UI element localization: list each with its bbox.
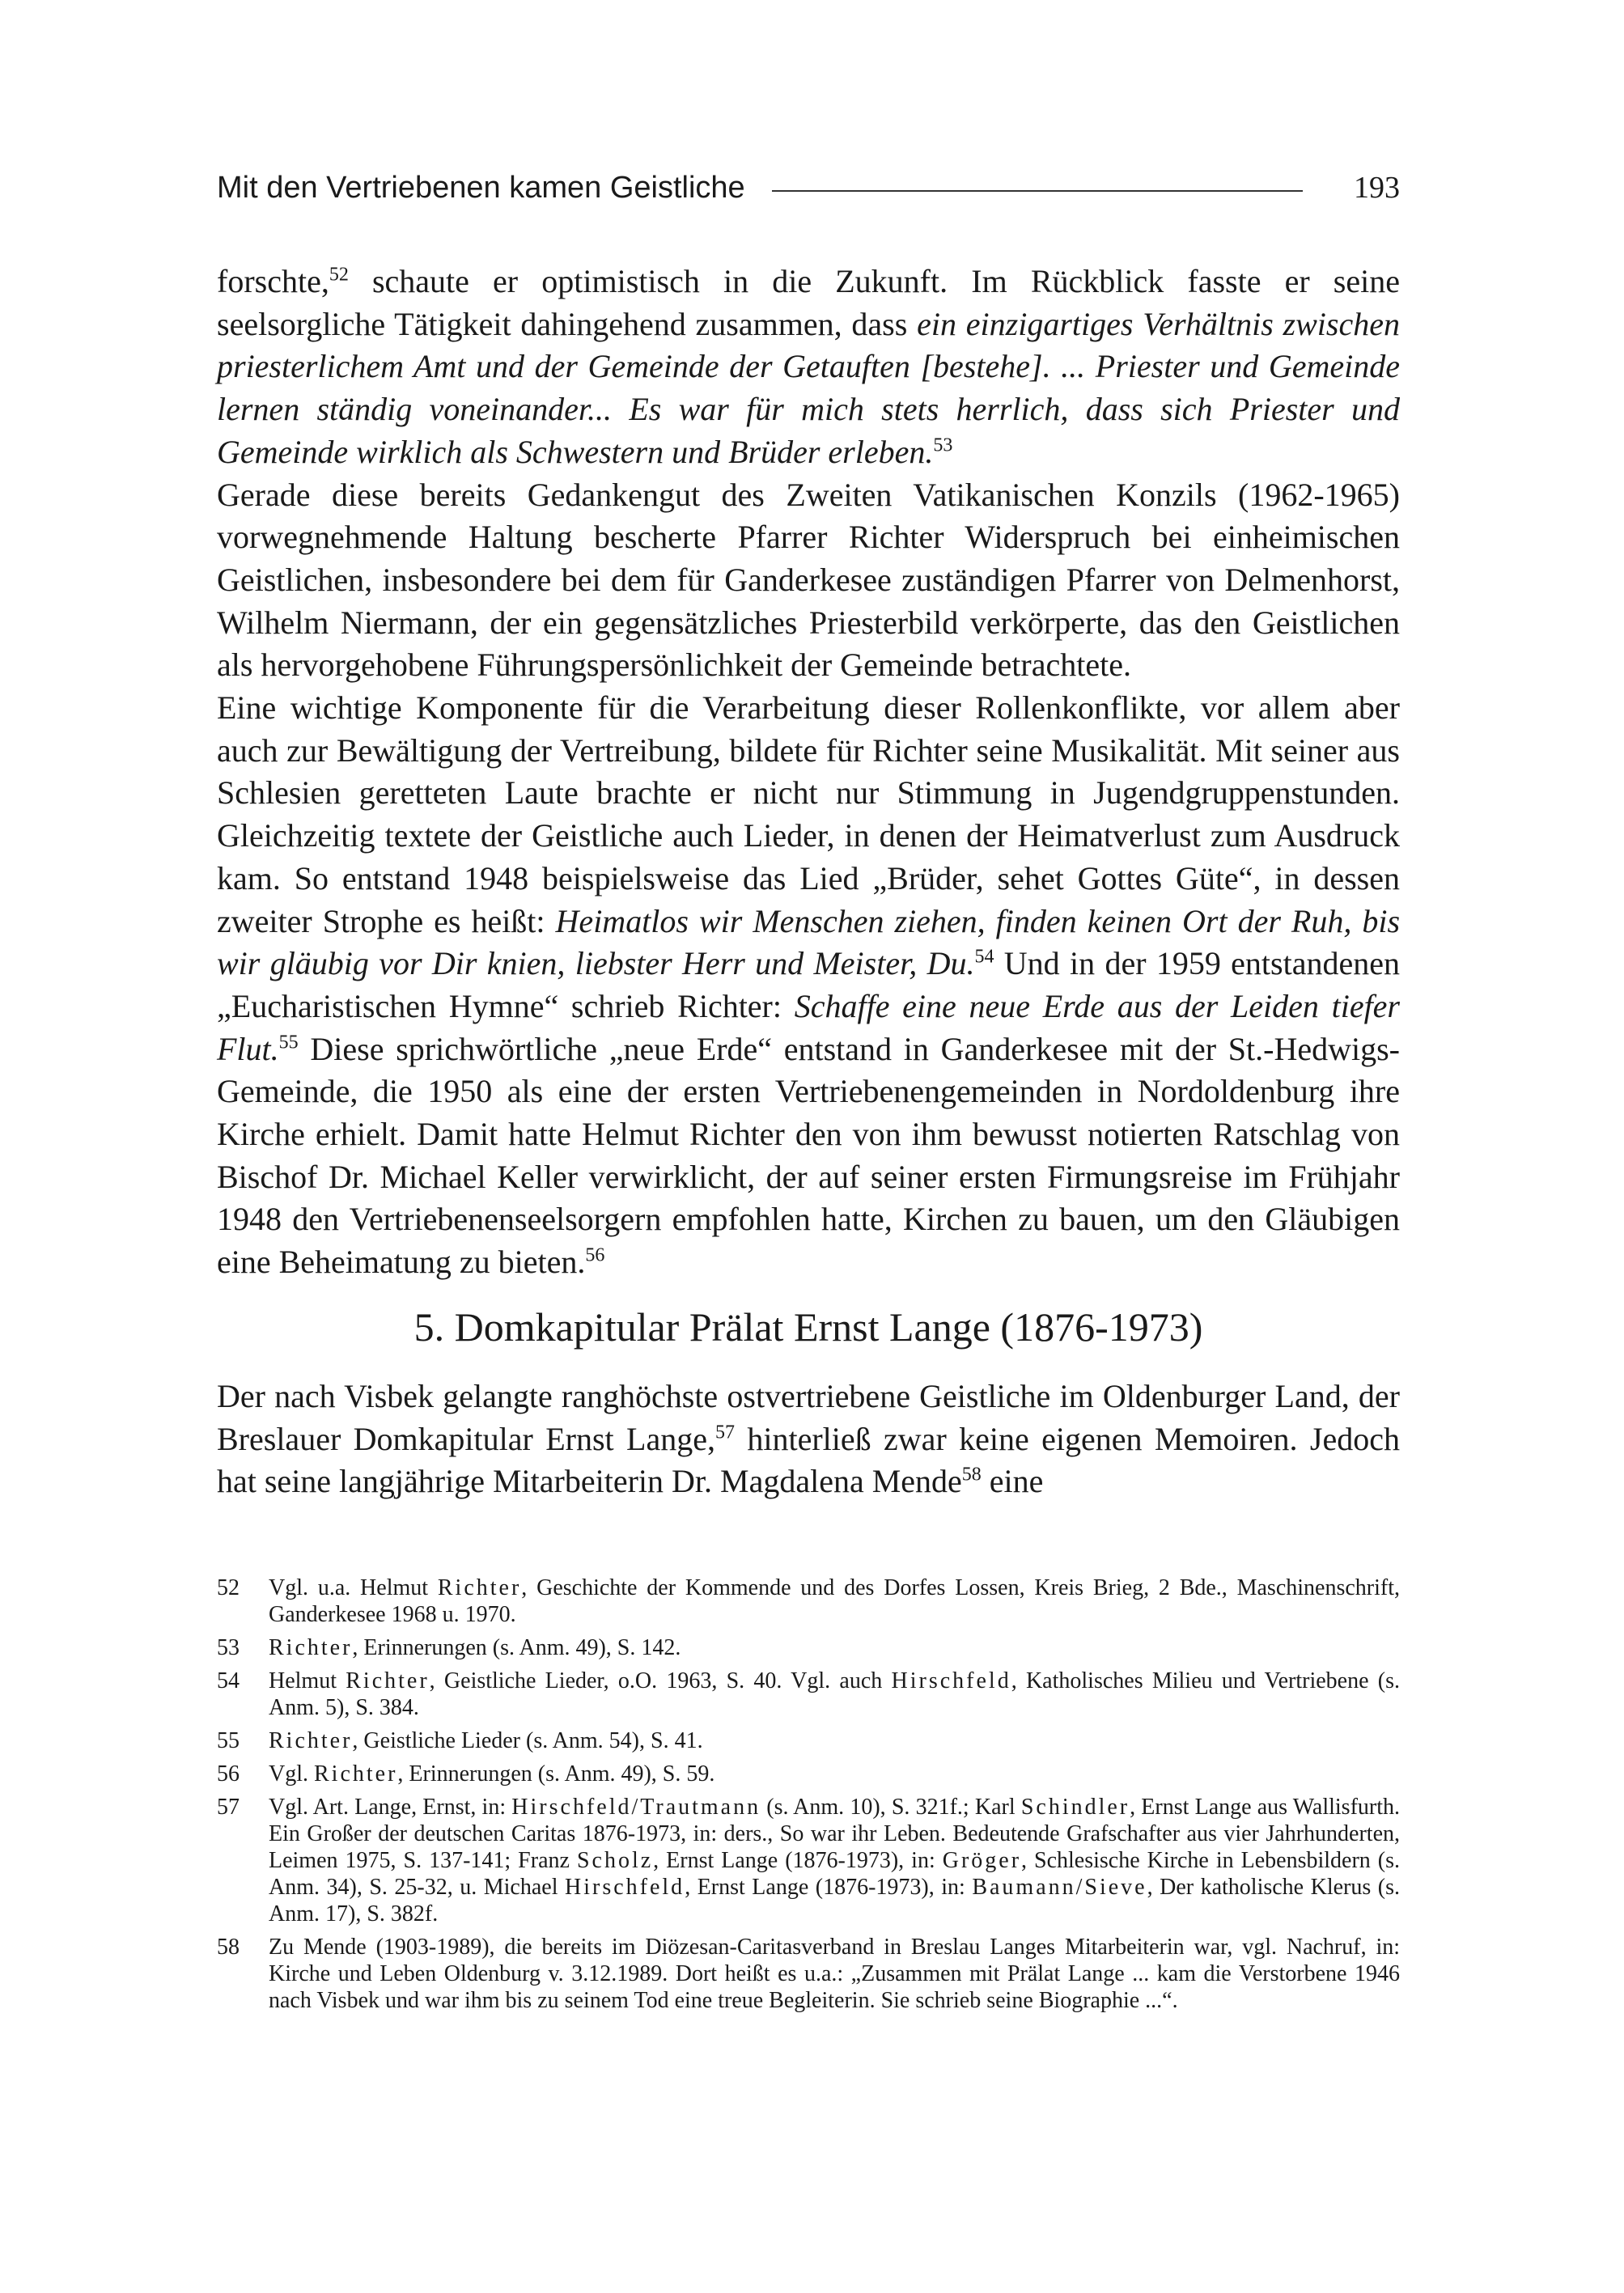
- header-rule: [772, 190, 1303, 192]
- text-run: , Schlesische Kirche in Lebensbildern (s. Anm. 34), S. 25-32, u. Michael: [269, 1848, 1400, 1900]
- footnote-text: [269, 1668, 1400, 1721]
- author-name: Gröger: [942, 1848, 1022, 1873]
- quote-italic: Heimatlos wir Menschen ziehen, finden keinen Ort der Ruh, bis wir gläubig vor Dir knien, liebster Herr und Meister, Du.: [217, 902, 1401, 982]
- footnote-text: Zu Mende (1903-1989), die bereits im Diözesan-Caritasverband in Breslau Langes Mitarbeiterin war, vgl. Nachruf, in: Kirche und Leben Oldenburg v. 3.12.1989. Dort heißt es u.a.: „Zusammen mit Prälat Lange ... kam die Verstorbene 1946 nach Visbek und war ihm bis zu seinem Tod eine treue Begleiterin. Sie schrieb seine Biographie ...“.: [269, 1935, 1400, 2013]
- author-name: Scholz: [576, 1848, 654, 1873]
- footnote-ref-55[interactable]: 55: [278, 1032, 299, 1053]
- paragraph: [217, 1375, 1400, 1503]
- footnote-55: [217, 1727, 1400, 1754]
- text-run: Der nach Visbek gelangte ranghöchste ostvertriebene Geistliche im Oldenburger Land, der Breslauer Domkapitular Ernst Lange,: [217, 1378, 1400, 1457]
- text-run: , Geistliche Lieder, o.O. 1963, S. 40. Vgl. auch: [429, 1668, 892, 1693]
- text-run: forschte,: [217, 263, 329, 299]
- footnote-text: [269, 1761, 1400, 1787]
- text-run: Und in der 1959 entstandenen „Eucharistischen Hymne“ schrieb Richter:: [217, 945, 1400, 1024]
- footnote-number: 53: [217, 1635, 240, 1660]
- author-name: Baumann/Sieve: [972, 1875, 1147, 1900]
- text-run: hinterließ zwar keine eigenen Memoiren. Jedoch hat seine langjährige Mitarbeiterin Dr. Magdalena Mende: [217, 1420, 1401, 1500]
- footnote-text: [269, 1794, 1400, 1927]
- footnote-number: 58: [217, 1935, 240, 1960]
- author-name: Richter: [346, 1668, 430, 1693]
- section-text: [217, 1375, 1400, 1503]
- footnote-ref-52[interactable]: 52: [329, 264, 349, 286]
- footnote-text: [269, 1634, 1400, 1661]
- author-name: Hirschfeld: [891, 1668, 1011, 1693]
- author-name: Richter: [314, 1761, 398, 1787]
- footnote-text: [269, 1727, 1400, 1754]
- footnote-number: 54: [217, 1668, 240, 1693]
- text-run: , Ernst Lange (1876-1973), in:: [685, 1875, 973, 1900]
- text-run: Eine wichtige Komponente für die Verarbeitung dieser Rollenkonflikte, vor allem aber auch zur Bewältigung der Vertreibung, bildete für Richter seine Musikalität. Mit seiner aus Schlesien geretteten Laute brachte er nicht nur Stimmung in Jugendgruppenstunden. Gleichzeitig textete der Geistliche auch Lieder, in denen der Heimatverlust zum Ausdruck kam. So entstand 1948 beispielsweise das Lied „Brüder, sehet Gottes Güte“, in dessen zweiter Strophe es heißt:: [217, 689, 1400, 939]
- author-name: Hirschfeld: [565, 1875, 685, 1900]
- running-title: Mit den Vertriebenen kamen Geistliche: [217, 171, 745, 205]
- section-heading: 5. Domkapitular Prälat Ernst Lange (1876-1973): [413, 1304, 1203, 1350]
- body-text: [217, 261, 1400, 1284]
- text-run: (s. Anm. 10), S. 321f.; Karl: [761, 1795, 1021, 1820]
- text-run: Diese sprichwörtliche „neue Erde“ entstand in Ganderkesee mit der St.-Hedwigs-Gemeinde, die 1950 als eine der ersten Vertriebenengemeinden in Nordoldenburg ihre Kirche erhielt. Damit hatte Helmut Richter den von ihm bewusst notierten Ratschlag von Bischof Dr. Michael Keller verwirklicht, der auf seiner ersten Firmungsreise im Frühjahr 1948 den Vertriebenenseelsorgern empfohlen hatte, Kirchen zu bauen, um den Gläubigen eine Beheimatung zu bieten.: [217, 1030, 1400, 1281]
- quote-italic: Schaffe eine neue Erde aus der Leiden tiefer Flut.: [217, 987, 1401, 1067]
- text-run: , Geschichte der Kommende und des Dorfes Lossen, Kreis Brieg, 2 Bde., Maschinenschrift, Ganderkesee 1968 u. 1970.: [269, 1575, 1400, 1627]
- text-run: , Katholisches Milieu und Vertriebene (s. Anm. 5), S. 384.: [269, 1668, 1400, 1720]
- text-run: Vgl. u.a. Helmut: [269, 1575, 438, 1600]
- text-run: , Erinnerungen (s. Anm. 49), S. 59.: [397, 1761, 715, 1787]
- paragraph: [217, 261, 1400, 474]
- author-name: Richter: [437, 1575, 522, 1600]
- text-run: , Ernst Lange (1876-1973), in:: [653, 1848, 943, 1873]
- author-name: Schindler: [1020, 1795, 1130, 1820]
- text-run: Helmut: [269, 1668, 346, 1693]
- text-run: eine: [981, 1463, 1044, 1500]
- footnote-ref-57[interactable]: 57: [714, 1422, 735, 1443]
- footnote-ref-56[interactable]: 56: [585, 1244, 605, 1266]
- text-run: , Erinnerungen (s. Anm. 49), S. 142.: [352, 1635, 681, 1660]
- text-run: , Der katholische Klerus (s. Anm. 17), S. 382f.: [269, 1875, 1400, 1926]
- footnote-number: 57: [217, 1795, 240, 1820]
- footnote-number: 56: [217, 1761, 240, 1787]
- author-name: Richter: [269, 1728, 353, 1753]
- footnote-58: [217, 1934, 1400, 2014]
- footnote-56: [217, 1761, 1400, 1787]
- text-run: schaute er optimistisch in die Zukunft. Im Rückblick fasste er seine seelsorgliche Tätigkeit dahingehend zusammen, dass: [217, 263, 1400, 342]
- text-run: Vgl. Art. Lange, Ernst, in:: [269, 1795, 512, 1820]
- footnote-ref-58[interactable]: 58: [961, 1464, 982, 1486]
- paragraph: [217, 687, 1400, 1284]
- footnotes: [217, 1575, 1400, 2020]
- footnote-52: [217, 1575, 1400, 1628]
- footnote-ref-54[interactable]: 54: [974, 946, 994, 968]
- footnote-number: 55: [217, 1728, 240, 1753]
- author-name: Richter: [269, 1635, 353, 1660]
- footnote-number: 52: [217, 1575, 240, 1600]
- footnote-text: [269, 1575, 1400, 1628]
- text-run: , Geistliche Lieder (s. Anm. 54), S. 41.: [352, 1728, 703, 1753]
- page-number: 193: [1354, 171, 1400, 205]
- author-name: Hirschfeld/Trautmann: [511, 1795, 761, 1820]
- text-run: , Ernst Lange aus Wallisfurth. Ein Großer der deutschen Caritas 1876-1973, in: ders., So war ihr Leben. Bedeutende Grafschafter aus vier Jahrhunderten, Leimen 1975, S. 137-141; Franz: [269, 1795, 1400, 1873]
- footnote-ref-53[interactable]: 53: [933, 434, 953, 456]
- quote-italic: ein einzigartiges Verhältnis zwischen priesterlichem Amt und der Gemeinde der Getauften [bestehe]. ... Priester und Gemeinde lernen ständig voneinander... Es war für mich stets herrlich, dass sich Priester und Gemeinde wirklich als Schwestern und Brüder erleben.: [217, 305, 1400, 470]
- footnote-53: [217, 1634, 1400, 1661]
- paragraph: Gerade diese bereits Gedankengut des Zweiten Vatikanischen Konzils (1962-1965) vorwegnehmende Haltung bescherte Pfarrer Richter Widerspruch bei einheimischen Geistlichen, insbesondere bei dem für Ganderkesee zuständigen Pfarrer von Delmenhorst, Wilhelm Niermann, der ein gegensätzliches Priesterbild verkörperte, das den Geistlichen als hervorgehobene Führungspersönlichkeit der Gemeinde betrachtete.: [217, 476, 1400, 684]
- footnote-57: [217, 1794, 1400, 1927]
- footnote-54: [217, 1668, 1400, 1721]
- running-head: [217, 165, 1400, 214]
- text-run: Vgl.: [269, 1761, 314, 1787]
